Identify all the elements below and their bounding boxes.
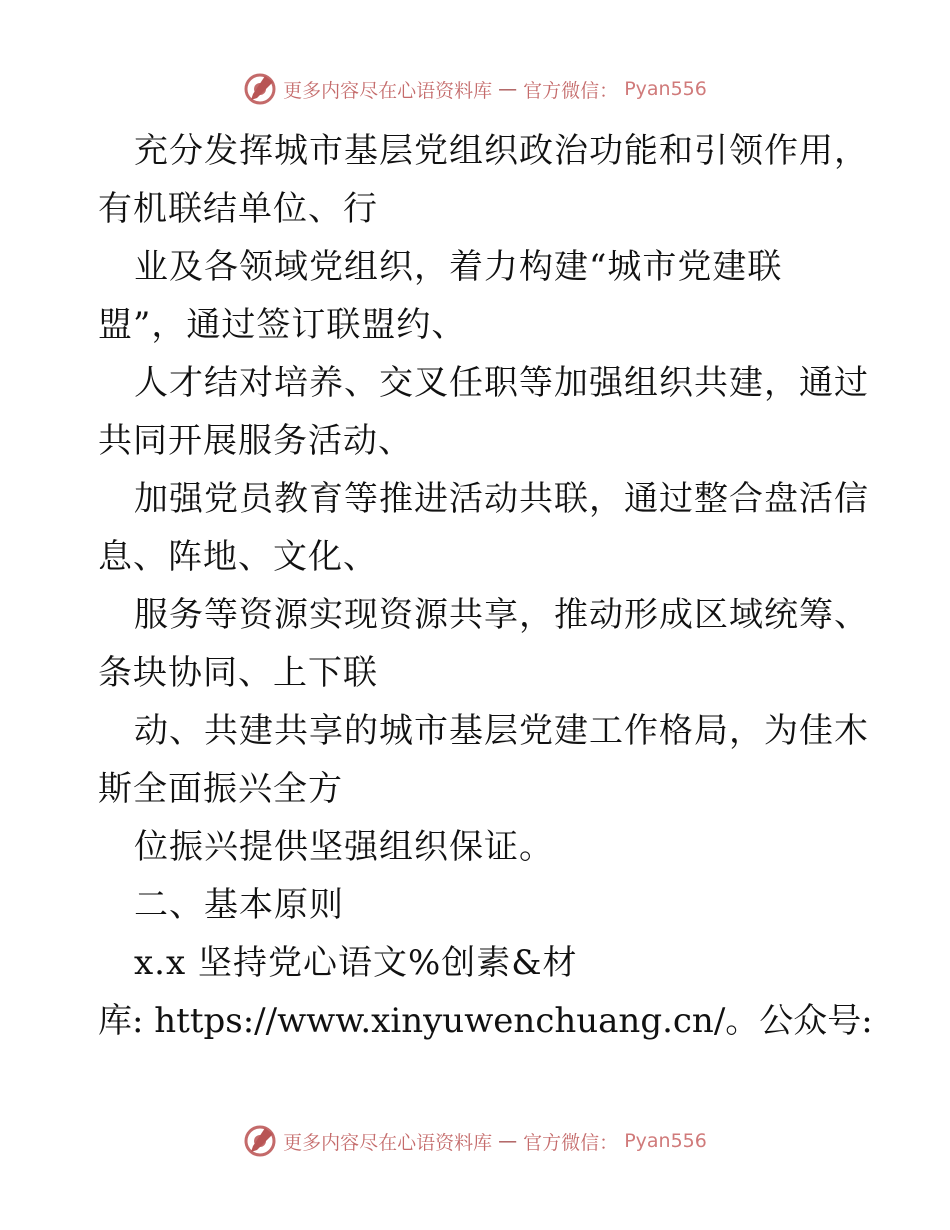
brand-logo-icon — [243, 1124, 277, 1158]
body-line: 盟”，通过签订联盟约、 — [98, 305, 467, 345]
watermark-label: 官方微信： — [523, 1131, 619, 1154]
body-line: 服务等资源实现资源共享，推动形成区域统筹、 — [134, 595, 869, 635]
body-line: 共同开展服务活动、 — [98, 421, 413, 461]
body-line-url: 库: https://www.xinyuwenchuang.cn/。公众号: — [98, 1001, 873, 1041]
body-line: 动、共建共享的城市基层党建工作格局，为佳木 — [134, 711, 869, 751]
watermark-separator: — — [498, 1130, 518, 1152]
body-line: 息、阵地、文化、 — [98, 537, 378, 577]
watermark-text: 更多内容尽在心语资料库 — [283, 79, 493, 102]
body-line: 条块协同、上下联 — [98, 653, 378, 693]
watermark-label: 官方微信： — [523, 79, 619, 102]
body-line: 人才结对培养、交叉任职等加强组织共建，通过 — [134, 363, 869, 403]
watermark-text: 更多内容尽在心语资料库 — [283, 1131, 493, 1154]
section-heading: 二、基本原则 — [134, 885, 344, 925]
body-line: 位振兴提供坚强组织保证。 — [134, 827, 554, 867]
watermark-separator: — — [498, 78, 518, 100]
footer-watermark — [0, 1124, 950, 1158]
brand-logo-icon — [243, 72, 277, 106]
body-line: 加强党员教育等推进活动共联，通过整合盘活信 — [134, 479, 869, 519]
body-line: 充分发挥城市基层党组织政治功能和引领作用， — [134, 131, 869, 171]
document-body — [98, 122, 873, 1050]
watermark-account: Pyan556 — [624, 78, 707, 100]
body-line: x.x 坚持党心语文%创素&材 — [134, 943, 578, 983]
body-line: 斯全面振兴全方 — [98, 769, 343, 809]
watermark-account: Pyan556 — [624, 1130, 707, 1152]
body-line: 有机联结单位、行 — [98, 189, 378, 229]
header-watermark — [0, 72, 950, 106]
body-line: 业及各领域党组织，着力构建“城市党建联 — [134, 247, 783, 287]
